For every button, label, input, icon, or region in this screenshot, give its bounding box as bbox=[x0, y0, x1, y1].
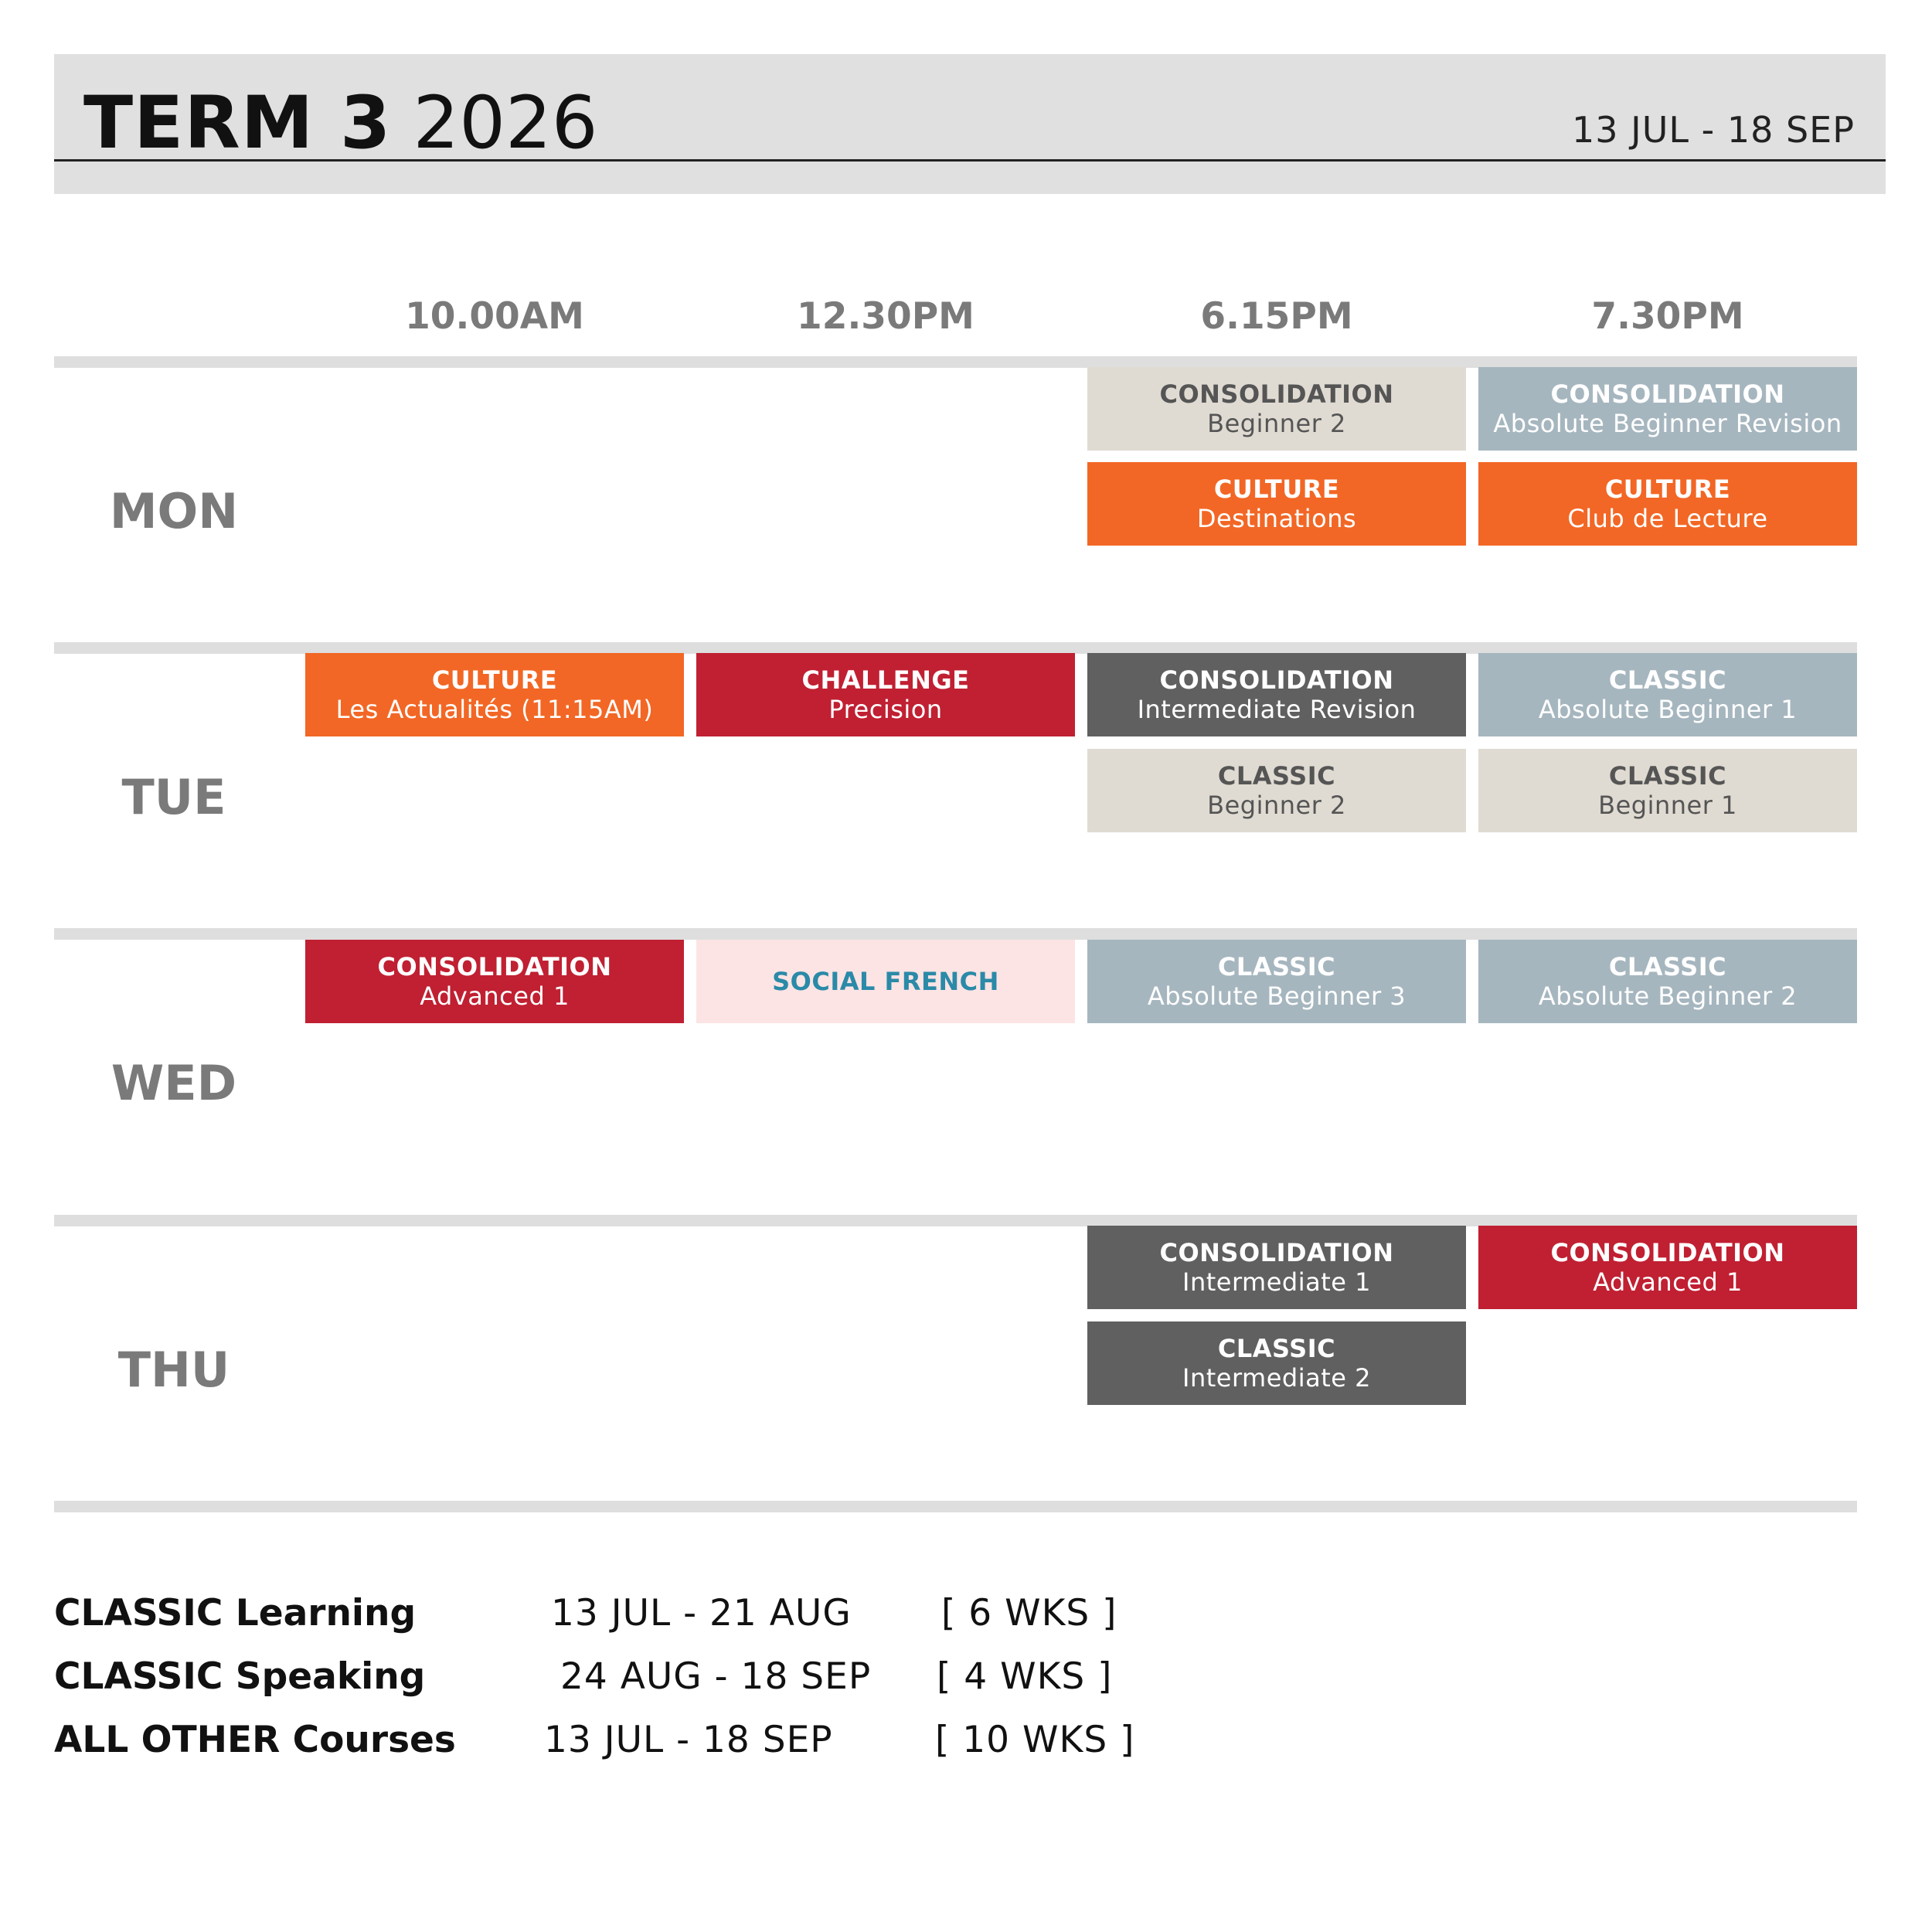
class-name: Intermediate 1 bbox=[1182, 1267, 1371, 1297]
time-header-1230pm: 12.30PM bbox=[797, 295, 975, 338]
class-block[interactable] bbox=[1087, 1226, 1466, 1309]
class-name: Absolute Beginner Revision bbox=[1493, 409, 1842, 438]
class-category: CONSOLIDATION bbox=[1159, 379, 1394, 409]
class-category: CONSOLIDATION bbox=[1550, 379, 1785, 409]
class-category: CLASSIC bbox=[1217, 952, 1336, 981]
class-category: CONSOLIDATION bbox=[1550, 1238, 1785, 1267]
class-category: CHALLENGE bbox=[801, 665, 970, 695]
class-block[interactable] bbox=[1478, 1226, 1857, 1309]
class-name: Club de Lecture bbox=[1567, 504, 1768, 533]
day-label-wed: WED bbox=[111, 1055, 237, 1111]
class-block[interactable] bbox=[305, 653, 684, 736]
row-divider bbox=[54, 1215, 1857, 1226]
footer-course-dates: 13 JUL - 21 AUG bbox=[551, 1592, 852, 1634]
class-block[interactable] bbox=[696, 940, 1075, 1023]
class-name: Advanced 1 bbox=[420, 981, 570, 1011]
class-name: Absolute Beginner 1 bbox=[1538, 695, 1798, 724]
row-divider bbox=[54, 928, 1857, 940]
term-year: 2026 bbox=[413, 81, 598, 165]
class-block[interactable] bbox=[1087, 462, 1466, 546]
class-block[interactable] bbox=[1087, 1321, 1466, 1405]
time-header-730pm: 7.30PM bbox=[1591, 295, 1744, 338]
class-name: Destinations bbox=[1196, 504, 1357, 533]
footer-course-name: CLASSIC Learning bbox=[54, 1592, 417, 1634]
class-name: Absolute Beginner 3 bbox=[1147, 981, 1406, 1011]
footer-course-dates: 24 AUG - 18 SEP bbox=[560, 1655, 872, 1698]
day-label-tue: TUE bbox=[121, 769, 226, 825]
class-category: CONSOLIDATION bbox=[1159, 665, 1394, 695]
footer-course-weeks: [ 6 WKS ] bbox=[941, 1592, 1117, 1634]
class-category: CLASSIC bbox=[1608, 952, 1727, 981]
class-name: Beginner 1 bbox=[1598, 791, 1737, 820]
class-category: CLASSIC bbox=[1608, 665, 1727, 695]
class-category: CONSOLIDATION bbox=[377, 952, 612, 981]
term-date-range: 13 JUL - 18 SEP bbox=[1571, 109, 1855, 151]
class-category: SOCIAL FRENCH bbox=[772, 967, 999, 996]
class-name: Beginner 2 bbox=[1207, 791, 1346, 820]
class-category: CULTURE bbox=[431, 665, 558, 695]
time-header-1000am: 10.00AM bbox=[405, 295, 584, 338]
class-name: Les Actualités (11:15AM) bbox=[335, 695, 654, 724]
class-block[interactable] bbox=[1478, 653, 1857, 736]
class-name: Absolute Beginner 2 bbox=[1538, 981, 1798, 1011]
row-divider bbox=[54, 1501, 1857, 1512]
footer-course-weeks: [ 4 WKS ] bbox=[937, 1655, 1113, 1698]
page-title bbox=[83, 77, 598, 170]
row-divider bbox=[54, 356, 1857, 368]
row-divider bbox=[54, 642, 1857, 654]
footer-course-dates: 13 JUL - 18 SEP bbox=[544, 1719, 833, 1761]
class-name: Precision bbox=[828, 695, 943, 724]
class-category: CLASSIC bbox=[1217, 761, 1336, 791]
class-category: CLASSIC bbox=[1608, 761, 1727, 791]
time-header-615pm: 6.15PM bbox=[1200, 295, 1353, 338]
class-block[interactable] bbox=[1478, 749, 1857, 832]
class-block[interactable] bbox=[1087, 653, 1466, 736]
class-name: Beginner 2 bbox=[1207, 409, 1346, 438]
class-category: CONSOLIDATION bbox=[1159, 1238, 1394, 1267]
term-label: TERM 3 bbox=[83, 81, 392, 165]
class-category: CULTURE bbox=[1213, 474, 1340, 504]
class-block[interactable] bbox=[305, 940, 684, 1023]
day-label-mon: MON bbox=[109, 483, 239, 539]
class-block[interactable] bbox=[1478, 462, 1857, 546]
class-block[interactable] bbox=[1478, 940, 1857, 1023]
class-category: CULTURE bbox=[1604, 474, 1731, 504]
class-block[interactable] bbox=[1087, 940, 1466, 1023]
footer-course-weeks: [ 10 WKS ] bbox=[935, 1719, 1135, 1761]
class-block[interactable] bbox=[696, 653, 1075, 736]
class-block[interactable] bbox=[1087, 749, 1466, 832]
class-name: Advanced 1 bbox=[1593, 1267, 1743, 1297]
footer-course-name: CLASSIC Speaking bbox=[54, 1655, 426, 1698]
class-name: Intermediate 2 bbox=[1182, 1363, 1371, 1393]
class-block[interactable] bbox=[1087, 367, 1466, 451]
footer-course-name: ALL OTHER Courses bbox=[54, 1719, 456, 1761]
class-block[interactable] bbox=[1478, 367, 1857, 451]
class-name: Intermediate Revision bbox=[1137, 695, 1417, 724]
class-category: CLASSIC bbox=[1217, 1334, 1336, 1363]
day-label-thu: THU bbox=[117, 1342, 230, 1398]
